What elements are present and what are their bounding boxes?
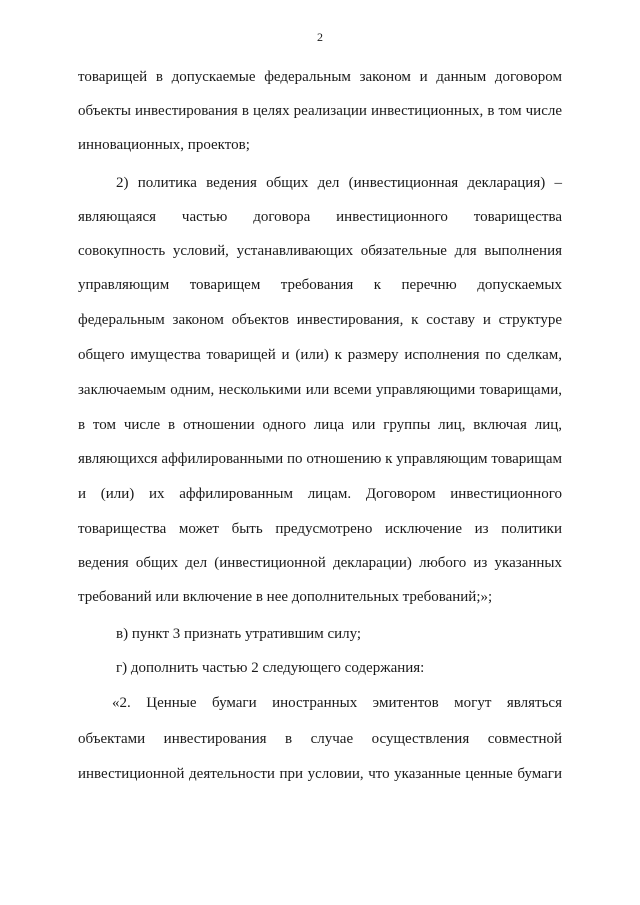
text-line: объектами инвестирования в случае осуществления совместной bbox=[78, 731, 562, 747]
text-line: в) пункт 3 признать утратившим силу; bbox=[116, 626, 362, 642]
text-line: и (или) их аффилированным лицам. Договором инвестиционного bbox=[78, 486, 562, 502]
text-line: совокупность условий, устанавливающих обязательные для выполнения bbox=[78, 243, 562, 259]
text-line: федеральным законом объектов инвестирования, к составу и структуре bbox=[78, 312, 562, 328]
text-line: требований или включение в нее дополнительных требований;»; bbox=[78, 589, 493, 605]
text-line: товарищей в допускаемые федеральным законом и данным договором bbox=[78, 69, 562, 85]
text-line: общего имущества товарищей и (или) к размеру исполнения по сделкам, bbox=[78, 347, 562, 363]
text-line: заключаемым одним, несколькими или всеми управляющими товарищами, bbox=[78, 382, 562, 398]
text-line: в том числе в отношении одного лица или группы лиц, включая лиц, bbox=[78, 417, 562, 433]
text-line: управляющим товарищем требования к перечню допускаемых bbox=[78, 277, 562, 293]
text-line: г) дополнить частью 2 следующего содержания: bbox=[116, 660, 425, 676]
text-line: являющаяся частью договора инвестиционного товарищества bbox=[78, 209, 562, 225]
text-line: ведения общих дел (инвестиционной декларации) любого из указанных bbox=[78, 555, 562, 571]
text-line: инновационных, проектов; bbox=[78, 137, 250, 153]
text-line: 2) политика ведения общих дел (инвестиционная декларация) – bbox=[116, 175, 562, 191]
page-number: 2 bbox=[317, 30, 323, 44]
text-line: «2. Ценные бумаги иностранных эмитентов могут являться bbox=[112, 695, 562, 711]
text-line: инвестиционной деятельности при условии, что указанные ценные бумаги bbox=[78, 766, 562, 782]
text-line: товарищества может быть предусмотрено исключение из политики bbox=[78, 521, 562, 537]
text-line: объекты инвестирования в целях реализации инвестиционных, в том числе bbox=[78, 103, 562, 119]
text-line: являющихся аффилированными по отношению к управляющим товарищам bbox=[78, 451, 562, 467]
